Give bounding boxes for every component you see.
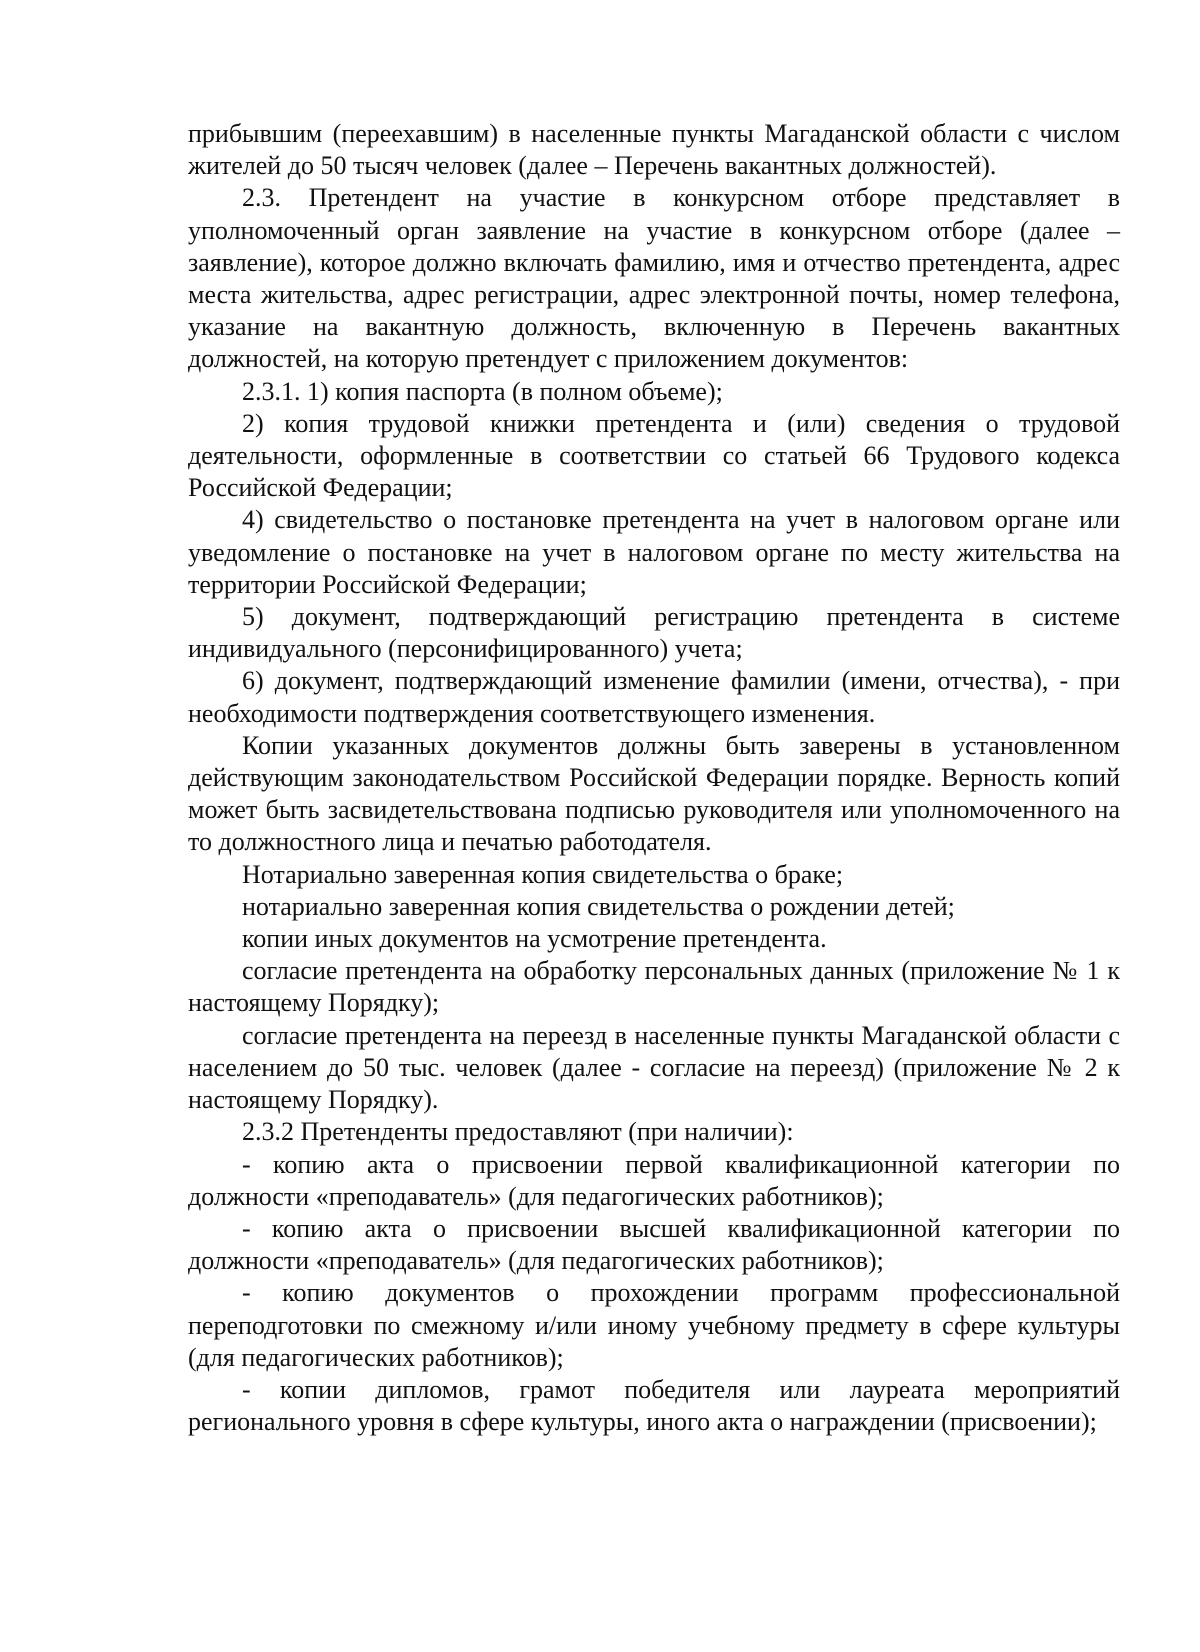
paragraph-marriage-certificate: Нотариально заверенная копия свидетельства о браке;	[242, 859, 844, 889]
paragraph-birth-certificate: нотариально заверенная копия свидетельства о рождении детей;	[242, 891, 955, 921]
document-body	[188, 118, 1120, 1438]
paragraph-retraining: - копию документов о прохождении программ профессиональной переподготовки по смежному и/или иному учебному предмету в сфере культуры (для педагогических работников);	[188, 1278, 1120, 1372]
paragraph-continuation: прибывшим (переехавшим) в населенные пункты Магаданской области с числом жителей до 50 тысяч человек (далее – Перечень вакантных должностей).	[188, 119, 1120, 181]
paragraph-2-3-1-item-1: 2.3.1. 1) копия паспорта (в полном объеме);	[242, 376, 723, 406]
paragraph-copies-certification: Копии указанных документов должны быть заверены в установленном действующим законодательством Российской Федерации порядке. Верность копий может быть засвидетельствована подписью руководителя или уполномоченного на то должностного лица и печатью работодателя.	[188, 730, 1120, 857]
paragraph-other-documents: копии иных документов на усмотрение претендента.	[242, 924, 827, 954]
paragraph-personal-data-consent: согласие претендента на обработку персональных данных (приложение № 1 к настоящему Порядку);	[188, 956, 1120, 1018]
paragraph-item-5: 5) документ, подтверждающий регистрацию претендента в системе индивидуального (персонифицированного) учета;	[188, 602, 1120, 664]
paragraph-highest-category: - копию акта о присвоении высшей квалификационной категории по должности «преподаватель» (для педагогических работников);	[188, 1213, 1120, 1276]
paragraph-2-3: 2.3. Претендент на участие в конкурсном отборе представляет в уполномоченный орган заявление на участие в конкурсном отборе (далее – заявление), которое должно включать фамилию, имя и отчество претендента, адрес места жительства, адрес регистрации, адрес электронной почты, номер телефона, указание на вакантную должность, включенную в Перечень вакантных должностей, на которую претендует с приложением документов:	[188, 183, 1120, 374]
paragraph-item-2: 2) копия трудовой книжки претендента и (или) сведения о трудовой деятельности, оформленные в соответствии со статьей 66 Трудового кодекса Российской Федерации;	[188, 408, 1120, 503]
paragraph-diplomas: - копии дипломов, грамот победителя или лауреата мероприятий регионального уровня в сфере культуры, иного акта о награждении (присвоении);	[188, 1374, 1120, 1437]
paragraph-first-category: - копию акта о присвоении первой квалификационной категории по должности «преподаватель» (для педагогических работников);	[188, 1149, 1120, 1211]
paragraph-item-4: 4) свидетельство о постановке претендента на учет в налоговом органе или уведомление о постановке на учет в налоговом органе по месту жительства на территории Российской Федерации;	[188, 505, 1120, 599]
paragraph-item-6: 6) документ, подтверждающий изменение фамилии (имени, отчества), - при необходимости подтверждения соответствующего изменения.	[188, 666, 1120, 728]
paragraph-2-3-2: 2.3.2 Претенденты предоставляют (при наличии):	[242, 1117, 794, 1147]
paragraph-relocation-consent: согласие претендента на переезд в населенные пункты Магаданской области с населением до 50 тыс. человек (далее - согласие на переезд) (приложение № 2 к настоящему Порядку).	[188, 1020, 1120, 1115]
